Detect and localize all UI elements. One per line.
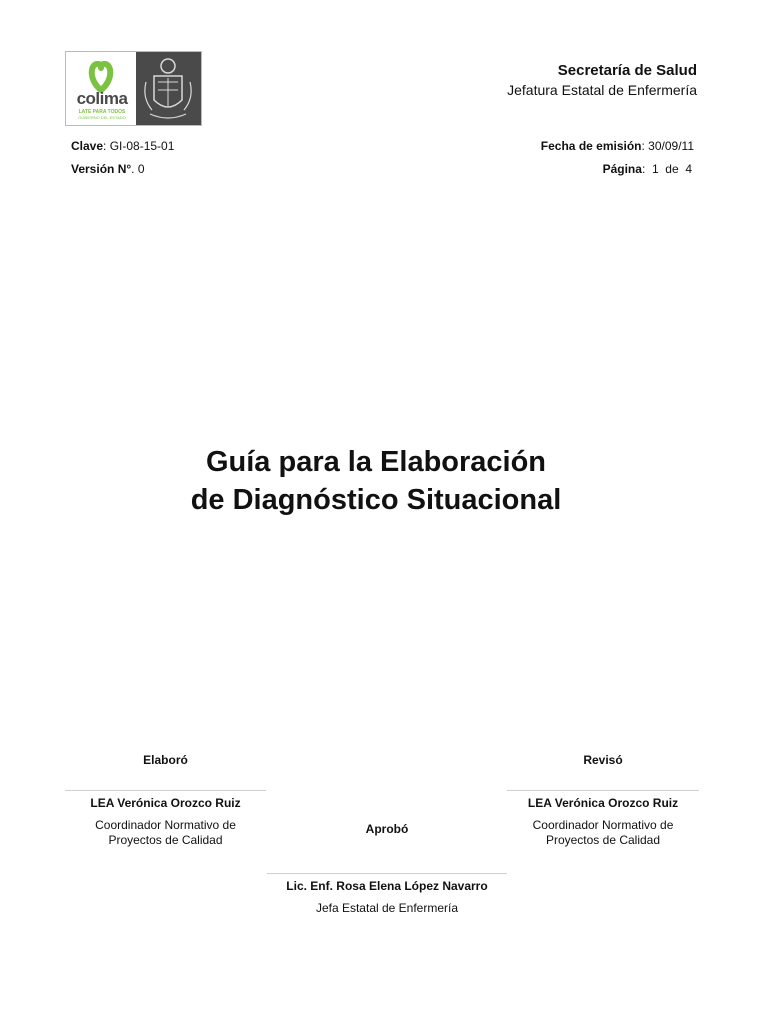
prepared-by-signature-line (65, 790, 266, 791)
organization-department: Jefatura Estatal de Enfermería (507, 82, 697, 98)
issue-date-value: : 30/09/11 (641, 139, 694, 153)
organization-name: Secretaría de Salud (557, 62, 697, 79)
page-number-value: : 1 de 4 (641, 162, 692, 176)
issue-date-label: Fecha de emisión (540, 139, 642, 153)
document-code-value: : GI-08-15-01 (103, 139, 175, 153)
prepared-by-role (65, 818, 266, 848)
document-version-value: . 0 (131, 162, 145, 176)
page-number (603, 162, 692, 176)
document-version (71, 162, 145, 176)
reviewed-by-heading: Revisó (583, 753, 623, 767)
issue-date (541, 139, 694, 153)
colima-wordmark: colima (76, 89, 128, 108)
document-title-line-1: Guía para la Elaboración (205, 446, 547, 478)
colima-subtagline: GOBIERNO DEL ESTADO (78, 115, 126, 120)
document-code-label: Clave (71, 139, 104, 153)
prepared-by-name: LEA Verónica Orozco Ruiz (90, 796, 241, 810)
coat-of-arms (136, 52, 201, 125)
document-code (71, 139, 174, 153)
reviewed-by-role-line-2: Proyectos de Calidad (545, 833, 661, 847)
document-version-label: Versión N° (71, 162, 132, 176)
prepared-by-role-line-2: Proyectos de Calidad (108, 833, 223, 847)
approved-by-name: Lic. Enf. Rosa Elena López Navarro (286, 879, 488, 893)
reviewed-by-signature-line (507, 790, 699, 791)
document-title (0, 443, 752, 519)
page-number-label: Página (602, 162, 642, 176)
prepared-by-heading: Elaboró (143, 753, 188, 767)
approved-by-heading: Aprobó (365, 822, 409, 836)
colima-logo (66, 52, 136, 125)
reviewed-by-role (507, 818, 699, 848)
document-title-line-2: de Diagnóstico Situacional (190, 484, 562, 516)
prepared-by-role-line-1: Coordinador Normativo de (95, 818, 236, 832)
reviewed-by-role-line-1: Coordinador Normativo de (532, 818, 674, 832)
header-logo (65, 51, 202, 126)
coat-of-arms-icon (136, 52, 201, 125)
colima-tagline: LATE PARA TODOS (78, 109, 126, 115)
approved-by-signature-line (267, 873, 507, 874)
approved-by-role: Jefa Estatal de Enfermería (315, 901, 459, 915)
reviewed-by-name: LEA Verónica Orozco Ruiz (527, 796, 679, 810)
